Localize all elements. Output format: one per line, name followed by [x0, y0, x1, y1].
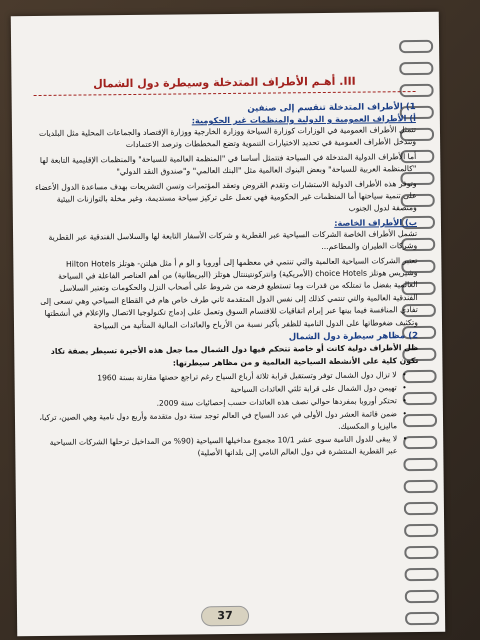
paragraph-private-actors: تشمل الأطراف الخاصة الشركات السياحية عبر القطرية و شركات الأسفار التابعة لها والسلاسل الفندقية عبر القطرية وشركات الطيران والمطاعم...: [48, 228, 418, 252]
spiral-ring: [404, 480, 438, 493]
page-content: [33, 74, 419, 462]
subsection-a-heading: أ) الأطراف العمومية و الدولية والمنظمات غير الحكومية:: [191, 113, 416, 126]
page-number: 37: [201, 606, 249, 627]
spiral-ring: [405, 568, 439, 581]
section-2-heading: 2) مظاهر سيطرة دول الشمال: [288, 331, 419, 343]
paragraph-international-roles: وتوفر هذه الأطراف الدولية الاستشارات وتقدم القروض وتعقد المؤتمرات وتسن التشريعات بهدف مساعدة الدول الأعضاء على تنمية سياحتها أما المنظمات غير الحكومية فهي تعمل على تركيز سياحة مستديمة، وغير مخلة بالتوازنات البيئية ومنصفة لدول الجنوب: [35, 178, 417, 214]
spiral-ring: [404, 524, 438, 537]
spiral-ring: [403, 458, 437, 471]
list-item: • لا يبقى للدول النامية سوى عشر 10/1 مجموع مداخيلها السياحية (90% من المداخيل ترحلها الشركات السياحية عبر القطرية المنتشرة في دول العالم النامي إلى بلدانها الأصلية): [37, 433, 407, 461]
subsection-b-heading: ب) الأطراف الخاصة:: [334, 216, 417, 228]
spiral-ring: [404, 502, 438, 515]
spiral-ring: [405, 590, 439, 603]
section-1-heading: 1) الأطراف المتدخلة تنقسم إلى صنفين: [247, 102, 416, 114]
paragraph-global-companies: تعتبر الشركات السياحية العالمية والتي تنتمي في معظمها إلى أوروبا و الو م أ مثل هيلتن- هوتلز Hilton Hotels وشيريس هوتلز choice Hotels (الأمريكية) وانتركونتيننتال هوتلز (البريطانية) من أهم العناصر الفاعلة في السياحة العالمية بفضل ما تمتلكه من قدرات وما تستطيع فرضه من شروط على أصحاب النزل والحكومات وتعتبر السلاسل الفندقية العالمية والتي تنتمي كذلك إلى نفس الدول المتقدمة ثاني طرف خاص هام في القطاع السياحي وهي تسعى إلى تفادي المنافسة فيما بينها عبر إبرام اتفاقيات للاقتسام السوق وتعمل على إدماج تكنولوجيا الاتصال والإعلام في أنشطتها وتكثيف ضغوطاتها على الدول النامية للظفر بأكبر نسبة من الأرباح والعائدات المالية المتأتية من السياحة: [40, 255, 419, 331]
page-title: III. أهـم الأطراف المتدخلة وسيطرة دول الشمال: [33, 74, 415, 96]
list-item: • ضمن قائمة العشر دول الأولى في عدد السياح في العالم توجد ستة دول متقدمة وأربع دول نامية وهي الصين، تركيا، ماليزيا و المكسيك.: [37, 408, 407, 436]
notebook-page: [11, 12, 445, 636]
dominance-bullet-list: [37, 369, 408, 461]
paragraph-international-actors: أما الأطراف الدولية المتدخلة في السياحة فتتمثل أساسا في "المنظمة العالمية للسياحة" والمنظمات الإقليمية التابعة لها "كالمنظمة العربية للسياحة" وبعض البنوك العالمية مثل "البنك العالمي" و"صندوق النقد الدولي": [39, 151, 417, 177]
spiral-ring: [404, 546, 438, 559]
list-item: • تهيمن دول الشمال على قرابة ثلثي العائدات السياحية: [37, 382, 407, 398]
spiral-ring: [399, 40, 433, 53]
spiral-ring: [405, 612, 439, 625]
paragraph-public-actors: تتمثل الأطراف العمومية في الوزارات كوزارة السياحة ووزارة الخارجية ووزارة الإقتصاد والجماعات المحلية مثل البلديات وتتدخل الأطراف العمومية في تحديد الاختيارات التنموية وتضع المخططات وترصد الاعتمادات: [38, 125, 417, 150]
paragraph-north-dominance: ظل الأطراف دولية كانت أو خاصة تتحكم فيها دول الشمال مما جعل هذه الأخيرة تسيطر بصفة تكاد تكون كلية على الأنشطة السياحية العالمية و من مظاهر سيطرتها:: [50, 343, 419, 368]
list-item: • لا تزال دول الشمال توفر وتستقبل قرابة ثلاثة أرباع السياح رغم تراجع حصتها مقارنة بسنة 1960: [37, 369, 407, 385]
list-item: • تحتكر أوروبا بمفردها حوالي نصف هذه العائدات حسب إحصائيات سنة 2009.: [37, 395, 407, 411]
